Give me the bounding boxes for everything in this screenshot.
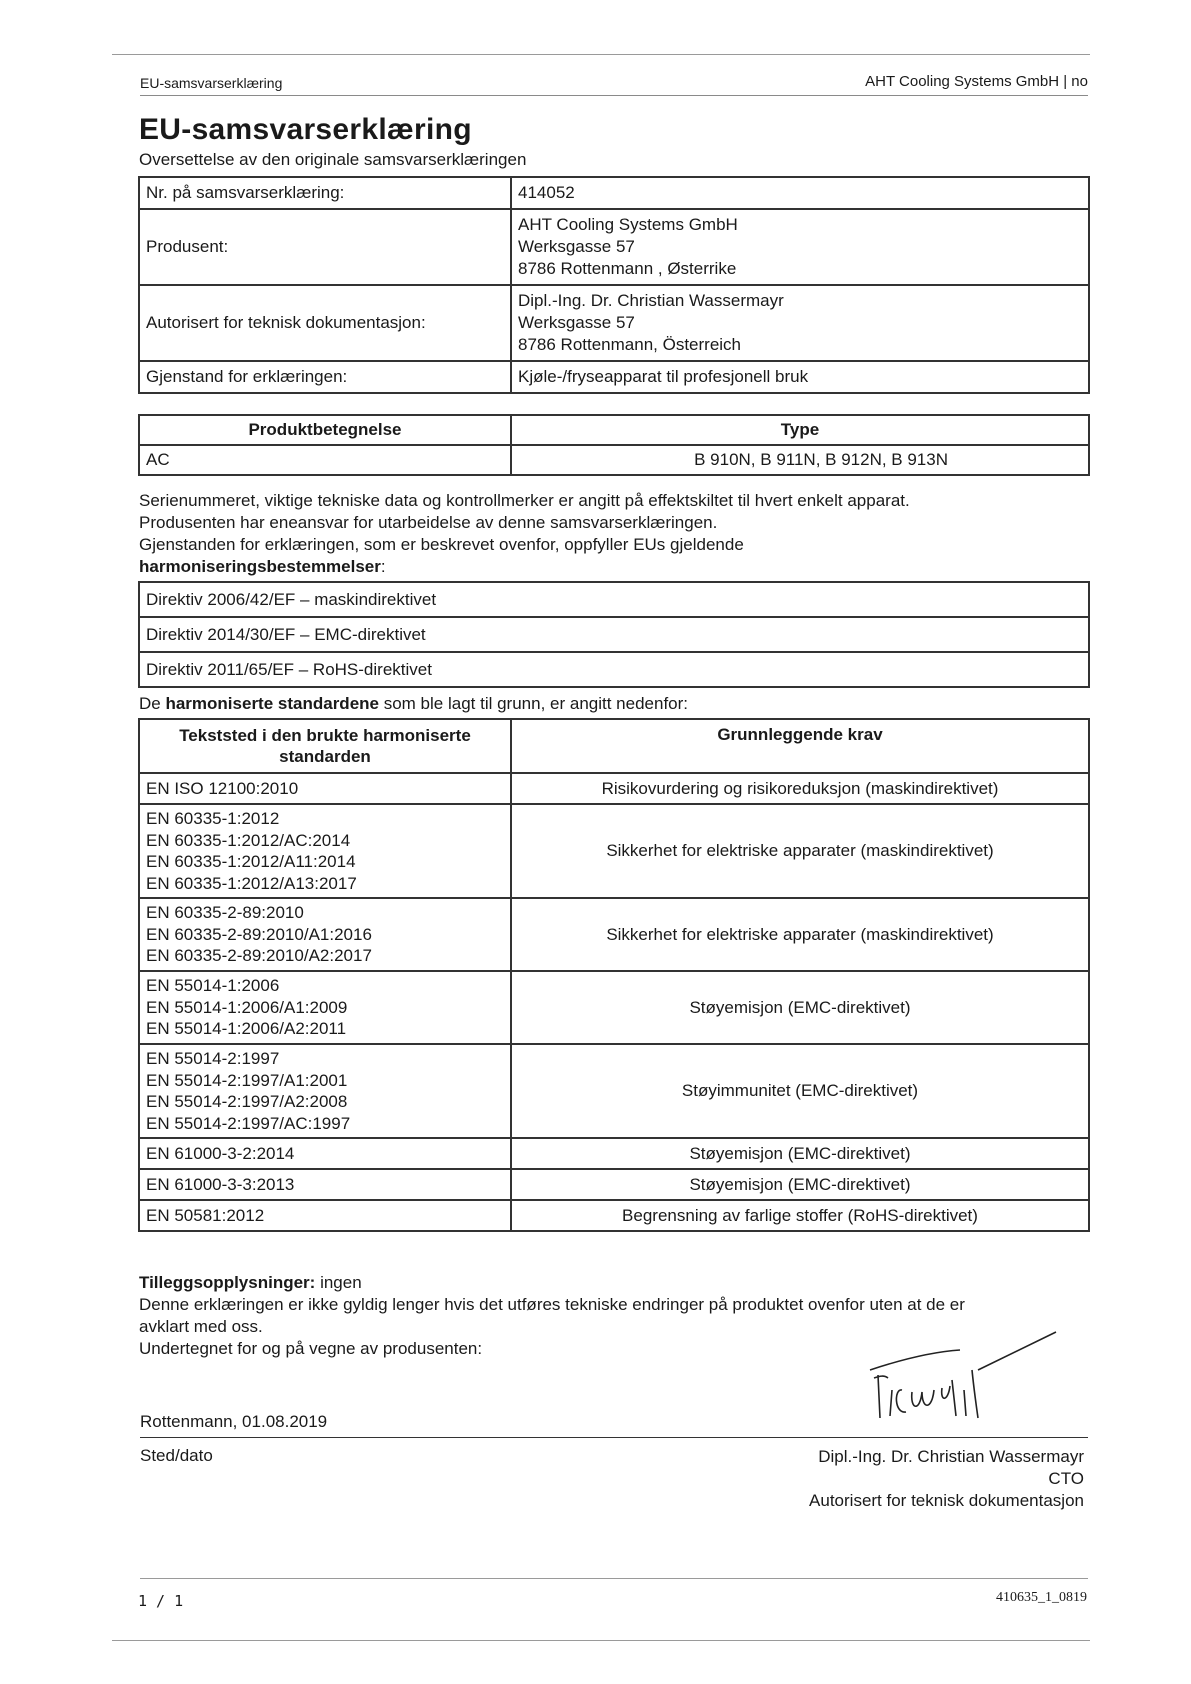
standard-ref: EN 61000-3-3:2013 [146, 1174, 295, 1194]
requirement-cell: Sikkerhet for elektriske apparater (maskindirektivet) [511, 898, 1089, 971]
signature-image [860, 1330, 1070, 1425]
column-header: Type [511, 415, 1089, 445]
info-label: Autorisert for teknisk dokumentasjon: [139, 285, 511, 361]
intro-line [139, 556, 1099, 578]
standard-cell [139, 773, 511, 804]
product-table [138, 414, 1090, 476]
standard-ref: EN 61000-3-2:2014 [146, 1143, 295, 1163]
standard-cell [139, 1044, 511, 1138]
additional-label: Tilleggsopplysninger: [139, 1273, 316, 1292]
page-number: 1 / 1 [138, 1592, 184, 1610]
lead-post: som ble lagt til grunn, er angitt nedenfor: [383, 694, 689, 713]
intro-line: Produsenten har eneansvar for utarbeidelse av denne samsvarserklæringen. [139, 513, 718, 532]
additional-value: ingen [320, 1273, 362, 1292]
product-designation: AC [139, 445, 511, 475]
lead-pre: De [139, 694, 161, 713]
requirement-cell: Støyemisjon (EMC-direktivet) [511, 1138, 1089, 1169]
table-header-row [139, 719, 1089, 773]
table-header-row [139, 415, 1089, 445]
standard-ref: EN 60335-1:2012/A11:2014 [146, 852, 356, 871]
standard-ref: EN 55014-1:2006 [146, 976, 280, 996]
info-table [138, 176, 1090, 394]
directive-item: Direktiv 2014/30/EF – EMC-direktivet [139, 617, 1089, 652]
header-left: EU-samsvarserklæring [140, 75, 283, 91]
standard-cell [139, 1200, 511, 1231]
table-row [139, 652, 1089, 687]
info-label: Nr. på samsvarserklæring: [139, 177, 511, 209]
bottom-rule [112, 1640, 1090, 1641]
signer-name: Dipl.-Ing. Dr. Christian Wassermayr [818, 1447, 1084, 1466]
place-date-label: Sted/dato [140, 1446, 213, 1465]
intro-paragraph [139, 490, 1099, 578]
standard-ref: EN 55014-1:2006/A1:2009 [146, 997, 348, 1017]
standards-lead [139, 694, 688, 714]
directive-item: Direktiv 2011/65/EF – RoHS-direktivet [139, 652, 1089, 687]
table-row [139, 361, 1089, 393]
column-header: Produktbetegnelse [139, 415, 511, 445]
standard-cell [139, 1169, 511, 1200]
table-row [139, 177, 1089, 209]
intro-tail: : [380, 557, 386, 576]
standard-ref: EN 55014-2:1997 [146, 1049, 280, 1068]
page-title: EU-samsvarserklæring [139, 113, 472, 146]
table-row [139, 209, 1089, 285]
info-label: Produsent: [139, 209, 511, 285]
info-line: 8786 Rottenmann, Österreich [518, 335, 742, 354]
table-row [139, 285, 1089, 361]
info-line: Werksgasse 57 [518, 313, 635, 332]
standards-table [138, 718, 1090, 1232]
info-value: 414052 [511, 177, 1089, 209]
header-right: AHT Cooling Systems GmbH | no [865, 73, 1088, 90]
directive-item: Direktiv 2006/42/EF – maskindirektivet [139, 582, 1089, 617]
standard-ref: EN 60335-2-89:2010/A1:2016 [146, 924, 372, 944]
standard-cell [139, 804, 511, 898]
table-row [139, 971, 1089, 1044]
column-header: Grunnleggende krav [511, 719, 1089, 773]
table-row [139, 1044, 1089, 1138]
table-row [139, 773, 1089, 804]
table-row [139, 1169, 1089, 1200]
page-subtitle: Oversettelse av den originale samsvarserklæringen [139, 150, 527, 169]
requirement-cell: Risikovurdering og risikoreduksjon (maskindirektivet) [511, 773, 1089, 804]
signer-role: CTO [1048, 1469, 1084, 1488]
standard-cell [139, 898, 511, 971]
table-row [139, 1138, 1089, 1169]
table-row [139, 898, 1089, 971]
additional-line: Undertegnet for og på vegne av produsenten: [139, 1339, 483, 1358]
table-row [139, 617, 1089, 652]
standard-ref: EN 60335-2-89:2010/A2:2017 [146, 946, 372, 966]
intro-bold: harmoniseringsbestemmelser [139, 557, 381, 576]
info-line: AHT Cooling Systems GmbH [518, 215, 738, 234]
header-rule [140, 95, 1088, 96]
table-row [139, 804, 1089, 898]
additional-line [139, 1272, 1099, 1294]
requirement-cell: Støyemisjon (EMC-direktivet) [511, 1169, 1089, 1200]
standard-ref: EN 60335-1:2012/A13:2017 [146, 873, 357, 893]
info-value [511, 209, 1089, 285]
standard-cell [139, 1138, 511, 1169]
additional-line: Denne erklæringen er ikke gyldig lenger hvis det utføres tekniske endringer på produktet ovenfor uten at de er [139, 1295, 965, 1314]
signature-line [140, 1437, 1088, 1438]
standard-ref: EN 55014-1:2006/A2:2011 [146, 1019, 347, 1039]
requirement-cell: Sikkerhet for elektriske apparater (maskindirektivet) [511, 804, 1089, 898]
table-row [139, 1200, 1089, 1231]
standard-ref: EN 55014-2:1997/A2:2008 [146, 1092, 348, 1111]
intro-line: Gjenstanden for erklæringen, som er beskrevet ovenfor, oppfyller EUs gjeldende [139, 535, 744, 554]
table-row [139, 445, 1089, 475]
standard-ref: EN 50581:2012 [146, 1205, 265, 1225]
standard-ref: EN 55014-2:1997/AC:1997 [146, 1113, 351, 1133]
standard-ref: EN 60335-1:2012/AC:2014 [146, 830, 351, 850]
table-row [139, 582, 1089, 617]
top-rule [112, 54, 1090, 55]
info-value: Kjøle-/fryseapparat til profesjonell bruk [511, 361, 1089, 393]
product-type: B 910N, B 911N, B 912N, B 913N [511, 445, 1089, 475]
place-date: Rottenmann, 01.08.2019 [140, 1412, 328, 1431]
info-value [511, 285, 1089, 361]
intro-line: Serienummeret, viktige tekniske data og kontrollmerker er angitt på effektskiltet til hvert enkelt apparat. [139, 491, 910, 510]
column-header: Tekststed i den brukte harmoniserte standarden [139, 719, 511, 773]
requirement-cell: Støyimmunitet (EMC-direktivet) [511, 1044, 1089, 1138]
standard-cell [139, 971, 511, 1044]
directives-table [138, 581, 1090, 688]
footer-rule [140, 1578, 1088, 1579]
info-line: Werksgasse 57 [518, 237, 635, 256]
info-line: Dipl.-Ing. Dr. Christian Wassermayr [518, 291, 784, 310]
standard-ref: EN ISO 12100:2010 [146, 778, 299, 798]
document-number: 410635_1_0819 [996, 1590, 1087, 1605]
info-label: Gjenstand for erklæringen: [139, 361, 511, 393]
signer-role-desc: Autorisert for teknisk dokumentasjon [809, 1491, 1084, 1510]
lead-bold: harmoniserte standardene [165, 694, 379, 713]
standard-ref: EN 55014-2:1997/A1:2001 [146, 1070, 348, 1090]
standard-ref: EN 60335-2-89:2010 [146, 903, 304, 923]
requirement-cell: Støyemisjon (EMC-direktivet) [511, 971, 1089, 1044]
requirement-cell: Begrensning av farlige stoffer (RoHS-direktivet) [511, 1200, 1089, 1231]
signer-block [809, 1446, 1084, 1512]
standard-ref: EN 60335-1:2012 [146, 809, 280, 828]
info-line: 8786 Rottenmann , Østerrike [518, 259, 737, 278]
additional-line: avklart med oss. [139, 1317, 263, 1336]
